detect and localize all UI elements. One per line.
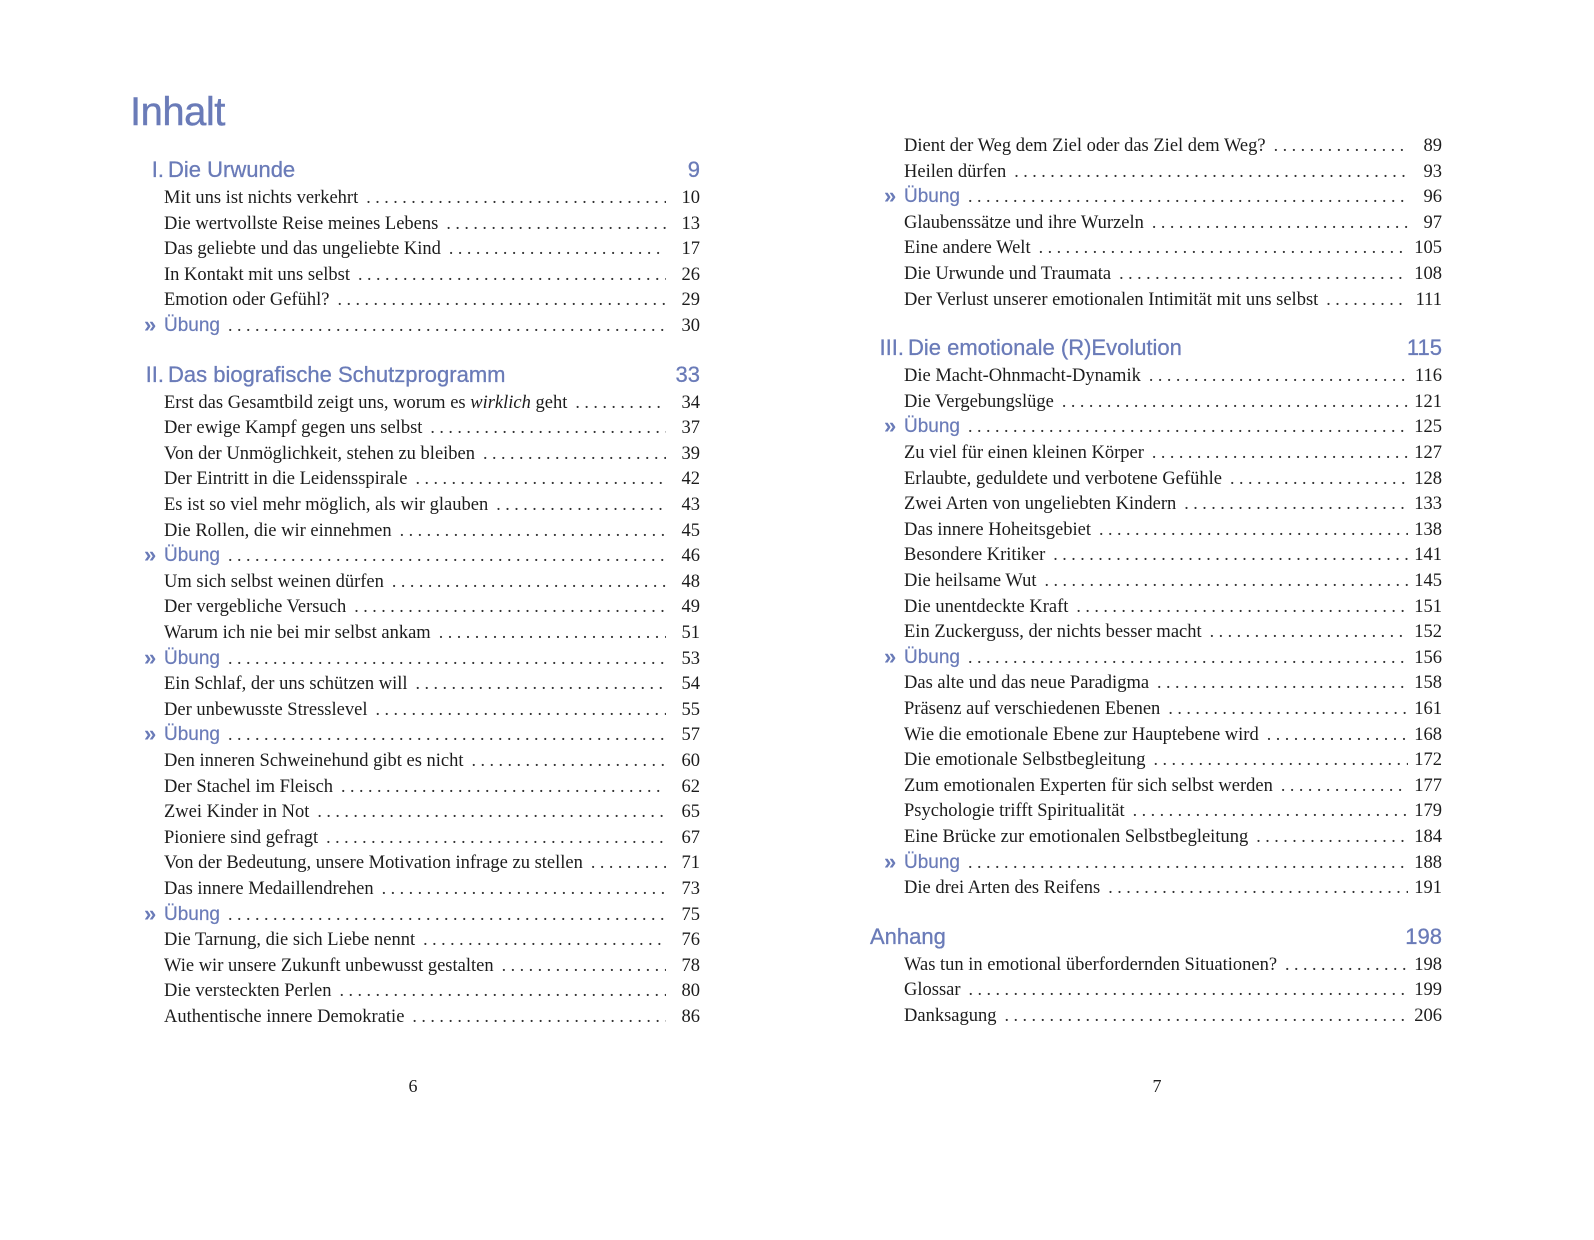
toc-entry-label: Ein Zuckerguss, der nichts besser macht [904,622,1202,643]
toc-entry-label: Wie die emotionale Ebene zur Hauptebene wird [904,724,1259,745]
dot-leader [1133,800,1408,821]
toc-entry-page: 108 [1414,264,1442,284]
toc-entry-page: 54 [681,674,700,695]
exercise-marker-icon: » [884,643,897,669]
toc-entry-page: 48 [681,571,700,592]
toc-entry-page: 62 [681,776,700,797]
exercise-marker-icon: » [144,900,157,926]
toc-entry-label: Die Urwunde und Traumata [904,264,1112,284]
toc-entry[interactable] [130,494,700,520]
toc-entry-page: 65 [681,802,700,823]
toc-entry-label: Die wertvollste Reise meines Lebens [164,213,439,234]
dot-leader [1119,263,1408,284]
toc-entry-label: Die Macht-Ohnmacht-Dynamik [904,366,1141,387]
dot-leader [354,596,666,617]
toc-entry[interactable] [870,1005,1442,1031]
toc-entry[interactable] [130,571,700,597]
dot-leader [1108,877,1408,898]
dot-leader [1099,519,1408,540]
toc-entry-label: Ein Schlaf, der uns schützen will [164,674,408,695]
toc-entry-page: 151 [1414,596,1442,617]
dot-leader [1168,698,1408,719]
chapter-title: Die Urwunde [168,157,296,182]
dot-leader [1149,365,1408,386]
toc-entry[interactable] [130,827,700,853]
toc-entry-page: 127 [1414,443,1442,463]
dot-leader [1062,391,1408,412]
toc-entry[interactable] [870,365,1442,391]
dot-leader [1210,621,1408,642]
toc-entry-page: 78 [681,955,700,976]
dot-leader [968,647,1408,668]
dot-leader [483,443,666,464]
dot-leader [591,852,666,873]
toc-entry[interactable] [130,264,700,290]
toc-entry-label: Der Verlust unserer emotionalen Intimität mit uns selbst [904,289,1319,310]
toc-entry-page: 49 [681,597,700,618]
toc-entry[interactable] [870,826,1442,852]
toc-entry-label: Die drei Arten des Reifens [904,878,1101,899]
dot-leader [1230,468,1408,489]
toc-entry-page: 80 [681,981,700,1002]
toc-entry[interactable] [130,417,700,443]
toc-entry-label: Erst das Gesamtbild zeigt uns, worum es wirklich geht [164,392,568,413]
toc-entry[interactable] [870,493,1442,519]
toc-entry[interactable] [870,161,1442,187]
toc-entry-page: 105 [1414,238,1442,259]
toc-entry-label: Die emotionale Selbstbegleitung [904,750,1146,771]
toc-entry-label: Die heilsame Wut [904,571,1037,591]
toc-entry[interactable] [130,878,700,904]
toc-entry[interactable] [130,776,700,802]
toc-entry-page: 191 [1414,878,1442,899]
dot-leader [968,852,1408,873]
exercise-marker-icon: » [144,721,157,747]
toc-entry-label: Glossar [904,980,961,1001]
page-title: Inhalt [130,90,225,134]
dot-leader [1076,596,1408,617]
dot-leader [502,955,666,976]
dot-leader [416,673,666,694]
toc-entry-label: Der vergebliche Versuch [164,597,347,618]
toc-entry-page: 46 [681,546,700,567]
dot-leader [446,213,666,234]
toc-entry[interactable] [870,979,1442,1005]
dot-leader [1014,161,1408,182]
toc-entry-page: 42 [681,469,700,490]
toc-entry[interactable] [130,596,700,622]
dot-leader [392,571,666,592]
toc-exercise-entry[interactable] [130,542,700,571]
dot-leader [449,238,666,259]
dot-leader [1045,570,1409,591]
dot-leader [575,392,666,413]
toc-entry-page: 188 [1414,852,1442,873]
toc-entry-label: Übung [904,646,960,668]
dot-leader [1184,493,1408,514]
exercise-marker-icon: » [884,413,897,439]
toc-entry-page: 10 [681,188,700,208]
toc-entry[interactable] [130,443,700,469]
toc-entry-label: Die Tarnung, die sich Liebe nennt [164,930,416,951]
toc-entry-page: 97 [1423,212,1442,233]
toc-entry-label: Übung [164,903,220,925]
dot-leader [337,289,666,310]
toc-entry-page: 51 [681,623,700,643]
toc-exercise-entry[interactable] [130,644,700,674]
toc-entry-page: 17 [681,239,700,260]
toc-entry[interactable] [870,570,1442,596]
dot-leader [1153,749,1408,770]
toc-entry-label: Übung [164,545,220,567]
toc-entry-page: 128 [1414,468,1442,489]
toc-exercise-entry[interactable] [130,900,700,930]
chapter-number: II. [145,361,164,387]
toc-entry[interactable] [870,468,1442,494]
toc-entry-page: 133 [1414,494,1442,515]
toc-entry-page: 71 [681,853,700,874]
toc-entry[interactable] [130,1006,700,1032]
dot-leader [1285,954,1408,975]
toc-entry-page: 199 [1414,980,1442,1001]
dot-leader [317,801,666,822]
chapter-heading[interactable] [870,335,1442,367]
toc-entry-label: Das geliebte und das ungeliebte Kind [164,239,441,260]
toc-entry-page: 184 [1414,827,1442,847]
dot-leader [1274,135,1408,156]
toc-entry-label: Die Rollen, die wir einnehmen [164,520,392,541]
dot-leader [1256,826,1408,847]
toc-entry-label: Die Vergebungslüge [904,391,1054,412]
toc-entry-label: Übung [904,416,960,438]
toc-entry-page: 57 [681,725,700,746]
toc-entry-page: 96 [1423,187,1442,208]
toc-entry[interactable] [870,672,1442,698]
exercise-marker-icon: » [884,848,897,874]
toc-entry-page: 60 [681,751,700,771]
toc-entry-label: In Kontakt mit uns selbst [164,264,351,285]
toc-entry-page: 67 [681,827,700,848]
toc-entry-page: 86 [681,1007,700,1027]
dot-leader [375,699,666,720]
toc-exercise-entry[interactable] [870,848,1442,878]
toc-entry[interactable] [870,263,1442,289]
chapter-page: 9 [687,157,700,182]
toc-entry[interactable] [130,980,700,1006]
toc-entry-label: Pioniere sind gefragt [164,827,319,848]
toc-entry-label: Es ist so viel mehr möglich, als wir glauben [164,495,489,515]
toc-entry-page: 161 [1414,699,1442,719]
toc-exercise-entry[interactable] [130,721,700,750]
chapter-page: 198 [1405,923,1442,949]
toc-entry[interactable] [870,391,1442,417]
chapter-heading[interactable] [130,157,700,189]
toc-entry-page: 152 [1414,622,1442,643]
dot-leader [228,724,666,745]
toc-entry-label: Zu viel für einen kleinen Körper [904,443,1144,463]
dot-leader [423,929,666,950]
toc-entry-label: Zwei Kinder in Not [164,802,310,823]
toc-entry-label: Eine andere Welt [904,238,1031,259]
toc-entry-label: Übung [164,315,220,336]
chapter-number: III. [879,335,904,361]
chapter-heading[interactable] [130,362,700,394]
toc-entry-page: 198 [1414,954,1442,975]
dot-leader [341,776,666,797]
toc-entry[interactable] [130,520,700,546]
toc-entry-page: 125 [1414,417,1442,438]
toc-entry-page: 73 [681,879,700,899]
toc-entry[interactable] [870,877,1442,903]
toc-entry[interactable] [870,237,1442,263]
toc-exercise-entry[interactable] [870,413,1442,442]
toc-entry-label: Mit uns ist nichts verkehrt [164,188,359,208]
toc-entry[interactable] [130,955,700,981]
dot-leader [1281,775,1408,796]
toc-entry-label: Dient der Weg dem Ziel oder das Ziel dem Weg? [904,136,1266,156]
toc-entry[interactable] [870,800,1442,826]
toc-entry[interactable] [870,442,1442,468]
toc-entry-label: Der Eintritt in die Leidensspirale [164,469,408,490]
toc-entry[interactable] [130,622,700,648]
toc-entry-page: 172 [1414,750,1442,771]
dot-leader [1053,544,1408,565]
exercise-marker-icon: » [884,183,897,209]
toc-entry-label: Um sich selbst weinen dürfen [164,571,384,592]
toc-entry-page: 37 [681,418,700,439]
toc-entry-page: 39 [681,443,700,464]
toc-entry[interactable] [870,135,1442,161]
toc-entry-label: Wie wir unsere Zukunft unbewusst gestalten [164,955,494,976]
toc-entry-page: 30 [681,316,700,336]
page-number-right: 7 [1152,1076,1162,1096]
toc-entry-page: 111 [1415,289,1442,310]
dot-leader [969,979,1408,1000]
toc-entry-label: Die unentdeckte Kraft [904,596,1069,617]
dot-leader [968,186,1408,207]
toc-entry-label: Der unbewusste Stresslevel [164,699,368,720]
toc-entry[interactable] [130,929,700,955]
toc-exercise-entry[interactable] [870,183,1442,212]
dot-leader [968,416,1408,437]
toc-entry-label: Übung [164,647,220,669]
toc-exercise-entry[interactable] [130,312,700,341]
toc-entry-page: 45 [681,520,700,541]
toc-entry-label: Danksagung [904,1006,997,1026]
toc-entry[interactable] [130,750,700,776]
toc-entry-label: Eine Brücke zur emotionalen Selbstbegleitung [904,827,1249,847]
dot-leader [400,520,666,541]
toc-entry[interactable] [130,213,700,239]
toc-entry[interactable] [130,468,700,494]
toc-entry-page: 116 [1414,366,1442,387]
dot-leader [439,622,666,643]
chapter-title: Anhang [870,923,946,949]
toc-entry-page: 55 [681,699,700,720]
toc-entry-label: Heilen dürfen [904,161,1007,182]
toc-entry[interactable] [130,852,700,878]
dot-leader [1152,442,1408,463]
toc-entry[interactable] [870,724,1442,750]
dot-leader [430,417,666,438]
toc-entry[interactable] [130,699,700,725]
dot-leader [412,1006,666,1027]
toc-entry-page: 89 [1423,136,1442,156]
exercise-marker-icon: » [144,312,157,337]
toc-entry-label: Warum ich nie bei mir selbst ankam [164,623,431,643]
chapter-title: Die emotionale (R)Evolution [908,335,1182,361]
exercise-marker-icon: » [144,542,157,568]
toc-entry[interactable] [870,289,1442,315]
dot-leader [1152,212,1408,233]
toc-entry-label: Der Stachel im Fleisch [164,776,334,797]
toc-entry-page: 26 [681,264,700,285]
toc-entry-page: 34 [681,392,700,413]
dot-leader [1157,672,1408,693]
chapter-page: 115 [1406,335,1442,361]
dot-leader [228,315,666,336]
toc-entry[interactable] [870,775,1442,801]
toc-entry[interactable] [870,954,1442,980]
toc-entry-label: Den inneren Schweinehund gibt es nicht [164,751,464,771]
dot-leader [472,750,666,771]
exercise-marker-icon: » [144,644,157,670]
toc-entry-label: Die versteckten Perlen [164,981,332,1002]
toc-entry[interactable] [130,238,700,264]
toc-entry[interactable] [130,801,700,827]
toc-entry-page: 76 [681,930,700,951]
toc-entry-page: 206 [1414,1006,1442,1026]
toc-entry-label: Übung [904,851,960,873]
toc-entry-page: 156 [1414,647,1442,668]
dot-leader [228,648,666,669]
toc-entry-label: Übung [904,186,960,208]
toc-entry-label: Authentische innere Demokratie [164,1007,405,1027]
toc-entry-page: 145 [1414,571,1442,591]
toc-entry[interactable] [130,187,700,213]
toc-entry[interactable] [130,289,700,315]
toc-exercise-entry[interactable] [870,643,1442,673]
chapter-title: Das biografische Schutzprogramm [168,361,506,387]
dot-leader [366,187,666,208]
toc-entry-label: Was tun in emotional überfordernden Situationen? [904,954,1278,975]
dot-leader [1267,724,1408,745]
dot-leader [1326,289,1408,310]
toc-entry-page: 13 [681,213,700,234]
toc-entry-label: Präsenz auf verschiedenen Ebenen [904,699,1161,719]
dot-leader [339,980,666,1001]
toc-entry-page: 121 [1414,391,1442,412]
toc-entry-label: Emotion oder Gefühl? [164,290,330,311]
dot-leader [416,468,666,489]
toc-entry-label: Das innere Hoheitsgebiet [904,519,1091,540]
toc-entry-page: 179 [1414,801,1442,822]
toc-entry-page: 158 [1414,673,1442,694]
toc-entry-page: 177 [1414,775,1442,796]
toc-entry-page: 53 [681,648,700,669]
dot-leader [326,827,666,848]
dot-leader [1039,237,1408,258]
toc-entry[interactable] [870,519,1442,545]
toc-entry[interactable] [870,621,1442,647]
toc-entry-label: Übung [164,724,220,746]
toc-entry[interactable] [870,596,1442,622]
toc-entry[interactable] [870,749,1442,775]
toc-entry-label: Das alte und das neue Paradigma [904,673,1150,694]
toc-entry[interactable] [130,392,700,418]
toc-entry[interactable] [870,544,1442,570]
chapter-page: 33 [675,361,700,387]
toc-entry-label: Besondere Kritiker [904,545,1046,566]
toc-entry-page: 138 [1414,519,1442,540]
dot-leader [1004,1005,1408,1026]
toc-entry-label: Zwei Arten von ungeliebten Kindern [904,494,1177,515]
toc-entry-page: 168 [1414,724,1442,745]
dot-leader [228,545,666,566]
toc-entry[interactable] [130,673,700,699]
chapter-number: I. [151,157,164,182]
toc-entry-page: 141 [1414,545,1442,566]
toc-entry-page: 43 [681,495,700,515]
page-number-left: 6 [408,1076,418,1096]
dot-leader [496,494,666,515]
dot-leader [382,878,666,899]
toc-entry-label: Glaubenssätze und ihre Wurzeln [904,212,1144,233]
toc-entry-page: 75 [681,904,700,925]
dot-leader [358,264,666,285]
toc-entry-label: Erlaubte, geduldete und verbotene Gefühle [904,468,1222,489]
toc-entry-label: Zum emotionalen Experten für sich selbst werden [904,775,1273,796]
toc-entry-label: Der ewige Kampf gegen uns selbst [164,418,423,439]
dot-leader [228,904,666,925]
toc-entry[interactable] [870,698,1442,724]
toc-entry-label: Psychologie trifft Spiritualität [904,801,1125,822]
toc-entry-label: Von der Unmöglichkeit, stehen zu bleiben [164,443,476,464]
toc-entry-page: 93 [1423,161,1442,182]
toc-entry[interactable] [870,212,1442,238]
toc-entry-label: Von der Bedeutung, unsere Motivation infrage zu stellen [164,853,583,874]
chapter-heading[interactable] [870,924,1442,956]
toc-entry-page: 29 [681,290,700,311]
toc-entry-label: Das innere Medaillendrehen [164,879,374,899]
